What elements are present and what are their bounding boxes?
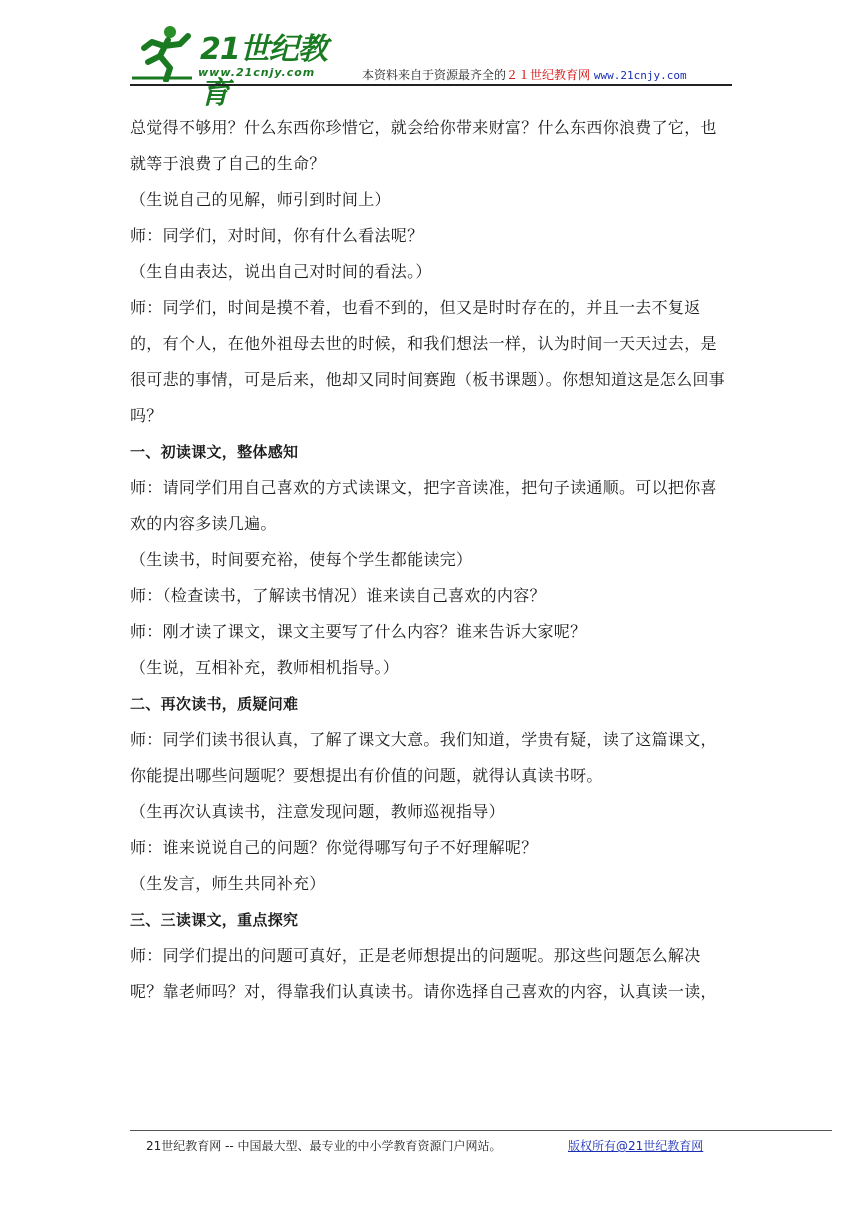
header-note-url[interactable]: www.21cnjy.com <box>593 69 687 82</box>
paragraph: （生自由表达，说出自己对时间的看法。） <box>130 262 432 281</box>
paragraph: 师：同学们提出的问题可真好，正是老师想提出的问题呢。那这些问题怎么解决呢？靠老师吗？对，得靠我们认真读书。请你选择自己喜欢的内容，认真读一读， <box>130 946 717 1001</box>
paragraph: 师：刚才读了课文，课文主要写了什么内容？谁来告诉大家呢？ <box>130 622 587 641</box>
running-figure-icon <box>130 22 200 82</box>
paragraph: 师：谁来说说自己的问题？你觉得哪写句子不好理解呢？ <box>130 838 538 857</box>
paragraph: 总觉得不够用？什么东西你珍惜它，就会给你带来财富？什么东西你浪费了它，也就等于浪费了自己的生命？ <box>130 118 717 173</box>
paragraph: 师：（检查读书，了解读书情况）谁来读自己喜欢的内容？ <box>130 586 546 605</box>
paragraph: （生读书，时间要充裕，使每个学生都能读完） <box>130 550 473 569</box>
header-divider <box>130 84 732 86</box>
paragraph: （生再次认真读书，注意发现问题，教师巡视指导） <box>130 802 505 821</box>
paragraph: （生发言，师生共同补充） <box>130 874 326 893</box>
paragraph: （生说，互相补充，教师相机指导。） <box>130 658 400 677</box>
header-note <box>362 66 687 83</box>
paragraph: 师：同学们读书很认真，了解了课文大意。我们知道，学贵有疑，读了这篇课文，你能提出哪些问题呢？要想提出有价值的问题，就得认真读书呀。 <box>130 730 717 785</box>
page-header <box>130 14 732 111</box>
footer-text: 21世纪教育网 -- 中国最大型、最专业的中小学教育资源门户网站。 <box>146 1139 502 1153</box>
paragraph: 师：同学们，对时间，你有什么看法呢？ <box>130 226 424 245</box>
section-heading: 二、再次读书，质疑问难 <box>130 695 299 713</box>
header-note-brand[interactable]: ２１世纪教育网 <box>506 68 591 82</box>
header-note-prefix: 本资料来自于资源最齐全的 <box>362 68 507 82</box>
paragraph: 师：同学们，时间是摸不着，也看不到的，但又是时时存在的，并且一去不复返的，有个人，在他外祖母去世的时候，和我们想法一样，认为时间一天天过去，是很可悲的事情，可是后来，他却又同时间赛跑（板书课题）。你想知道这是怎么回事吗？ <box>130 298 726 425</box>
logo-url: www.21cnjy.com <box>198 66 316 79</box>
paragraph: 师：请同学们用自己喜欢的方式读课文，把字音读准，把句子读通顺。可以把你喜欢的内容多读几遍。 <box>130 478 717 533</box>
site-logo[interactable] <box>130 22 340 111</box>
section-heading: 三、三读课文，重点探究 <box>130 911 299 929</box>
footer-divider <box>130 1130 832 1131</box>
copyright-link[interactable]: 版权所有@21世纪教育网 <box>568 1139 704 1153</box>
section-heading: 一、初读课文，整体感知 <box>130 443 299 461</box>
paragraph: （生说自己的见解，师引到时间上） <box>130 190 391 209</box>
logo-text: 21世纪教育 <box>200 32 327 111</box>
document-body <box>130 110 732 1010</box>
